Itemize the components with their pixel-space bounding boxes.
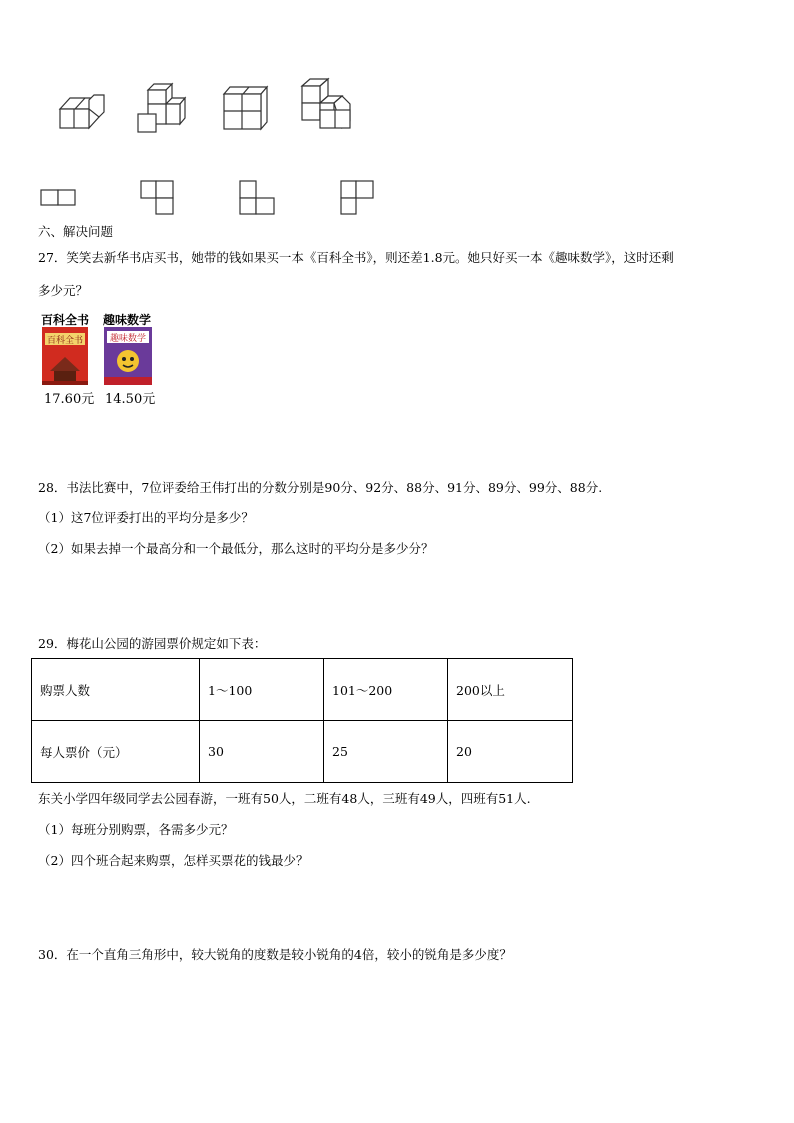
q28-sub1: （1）这7位评委打出的平均分是多少？	[38, 510, 254, 525]
table-cell: 每人票价（元）	[32, 721, 200, 783]
book1-price: 17.60元	[44, 392, 95, 407]
q29-sub2: （2）四个班合起来购票，怎样买票花的钱最少？	[38, 853, 309, 868]
q28-stem: 28．书法比赛中，7位评委给王伟打出的分数分别是90分、92分、88分、91分、89分、99分、88分.	[38, 480, 603, 495]
table-row	[32, 721, 573, 783]
view-shape-c	[240, 181, 274, 214]
view-shape-b	[141, 181, 173, 214]
ticket-price-table	[31, 658, 573, 783]
section-heading: 六、解决问题	[38, 224, 114, 239]
table-cell: 101～200	[324, 659, 448, 721]
cube-solid-a	[60, 95, 104, 128]
cube-solid-b	[138, 84, 185, 132]
q29-sub1: （1）每班分别购票，各需多少元？	[38, 822, 234, 837]
q27-text-line2: 多少元？	[38, 283, 89, 298]
cube-solids-row	[50, 76, 360, 136]
q28-sub2: （2）如果去掉一个最高分和一个最低分，那么这时的平均分是多少分？	[38, 541, 434, 556]
table-cell: 30	[200, 721, 324, 783]
view-shape-d	[341, 181, 373, 214]
table-cell: 25	[324, 721, 448, 783]
book2-label: 趣味数学	[103, 313, 152, 327]
book1-label: 百科全书	[41, 313, 90, 327]
book1-cover-title: 百科全书	[46, 336, 84, 346]
table-cell: 20	[448, 721, 573, 783]
book2-cover-title: 趣味数学	[109, 334, 147, 344]
view-shapes-row	[38, 178, 383, 218]
table-cell: 1～100	[200, 659, 324, 721]
q30-stem: 30．在一个直角三角形中，较大锐角的度数是较小锐角的4倍，较小的锐角是多少度？	[38, 947, 512, 962]
q29-stem: 29．梅花山公园的游园票价规定如下表：	[38, 636, 267, 651]
cube-solid-d	[302, 79, 350, 128]
book1-cover	[42, 327, 90, 387]
table-cell: 购票人数	[32, 659, 200, 721]
cube-solid-c	[224, 87, 267, 129]
book2-cover	[104, 327, 154, 387]
table-cell: 200以上	[448, 659, 573, 721]
table-row	[32, 659, 573, 721]
q29-context: 东关小学四年级同学去公园春游，一班有50人，二班有48人，三班有49人，四班有51人.	[38, 791, 531, 806]
view-shape-a	[41, 190, 75, 205]
book2-price: 14.50元	[105, 392, 156, 407]
q27-text-line1: 27．笑笑去新华书店买书，她带的钱如果买一本《百科全书》，则还差1.8元。她只好买一本《趣味数学》，这时还剩	[38, 250, 674, 265]
